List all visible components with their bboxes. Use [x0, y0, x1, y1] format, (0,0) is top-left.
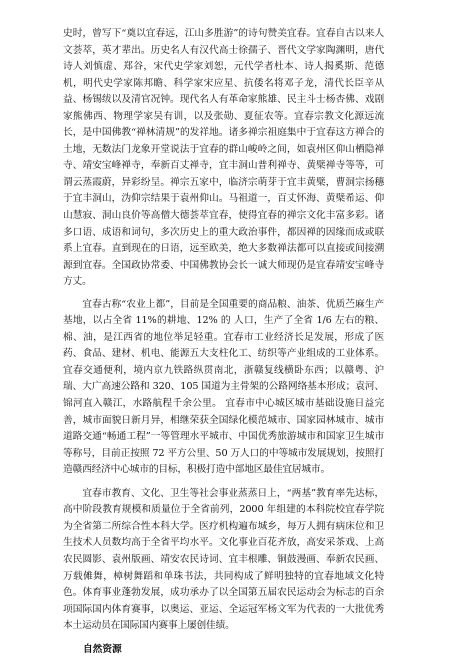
section-heading: 自然资源 — [83, 643, 122, 655]
paragraph-history-culture: 史时，曾写下“奠以宜春远，江山多胜游”的诗句赞美宜春。宜春自古以来人文荟萃，英才辈出。历史名人有汉代高士徐孺子、晋代文学家陶渊明，唐代诗人刘慎虚、郑谷，宋代史学家刘恕，元代学者杜本、诗人揭奚斯、范德机，明代史学家陈邦瞻、科学家宋应星、抗倭名将邓子龙，清代长臣辛从益、杨锡绂以及清官况钟。现代名人有革命家熊雄、民主斗士杨杏佛、戏剧家熊佛西、物理学家吴有训，以及张勋、夏征农等。宜春宗教文化源远流长，是中国佛教“禅林清规”的发祥地。诸多禅宗祖庭集中于宜春这方禅合的土地，无数法门龙象开堂说法于宜春的群山峻岭之间，如袁州区仰山栖隐禅寺、靖安宝峰禅寺，奉新百丈禅寺，宜丰洞山普利禅寺、黄檗禅寺等等，可谓云蒸霞蔚，异彩纷呈。禅宗五家中，临济宗萌芽于宜丰黄檗，曹洞宗扬穗于宜丰洞山，沩仰宗结果于袁州仰山。马祖道一，百丈怀海、黄檗希运、仰山慧寂、洞山良价等高僧大德荟萃宜春，使得宜春的禅宗文化丰富多彩。诸多口语、成语和词句，多次历史上的重大政治事件，都因禅的因缘而成或联系上宜春。直到现在的日语，远至欧美，绝大多数禅法都可以直接或间接溯源到宜春。全国政协常委、中国佛教协会长一诚大师现仍是宜春靖安宝峰寺方丈。 — [63, 28, 384, 288]
paragraph-social-affairs: 宜春市教育、文化、卫生等社会事业蒸蒸日上，“两基”教育率先达标，高中阶段教育规模和质量位于全省前列，2000 年组建的本科院校宜春学院为全省第二所综合性本科大学。医疗机构遍布城乡，每万人拥有病床位和卫生技术人员数均高于全省平均水平。文化事业百花齐放，高安采茶戏、上高农民圆影、袁州版画、靖安农民诗词、宜丰根雕、铜鼓漫画、奉新农民画、万载傩舞，樟树舞蹈和单珠书法，共同构成了鲜明独特的宜春地域文化特色。体育事业蓬勃发展，成功承办了以全国第五届农民运动会为标志的百余项国际国内体育赛事，以奥运、亚运、全运冠军杨文军为代表的一大批优秀本土运动员在国际国内赛事上屡创佳绩。 — [63, 487, 384, 632]
paragraph-economy: 宜春古称“农业上都”，目前是全国重要的商品粮、油茶、优质苎麻生产基地，以占全省 11%的耕地、12% 的 人口，生产了全省 1/6 左右的粮、棉、油，是江西省的地位举足轻重。宜春市工业经济长足发展，形成了医药、食品、建材、机电、能源五大支柱化工、纺织等产业组成的工业体系。宜春交通便利，境内京九铁路纵贯南北，浙赣复线横卧东西；以赣粤、沪瑞、大广高速公路和 320、105 国道为主骨架的公路网络基本形成；袁河、锦河直入赣江，水路航程千余公里。 宜春市中心城区城市基础设施日益完善，城市面貌日新月异，相继荣获全国绿化模范城市、国家园林城市、城市道路交通“畅通工程”一等管理水平城市、中国优秀旅游城市和国家卫生城市等称号，目前正按照 72 平方公里、50 万人口的中等城市发展规划，按照打造赣西经济中心城市的目标，积极打造中部地区最佳宜居城市。 — [63, 298, 384, 476]
